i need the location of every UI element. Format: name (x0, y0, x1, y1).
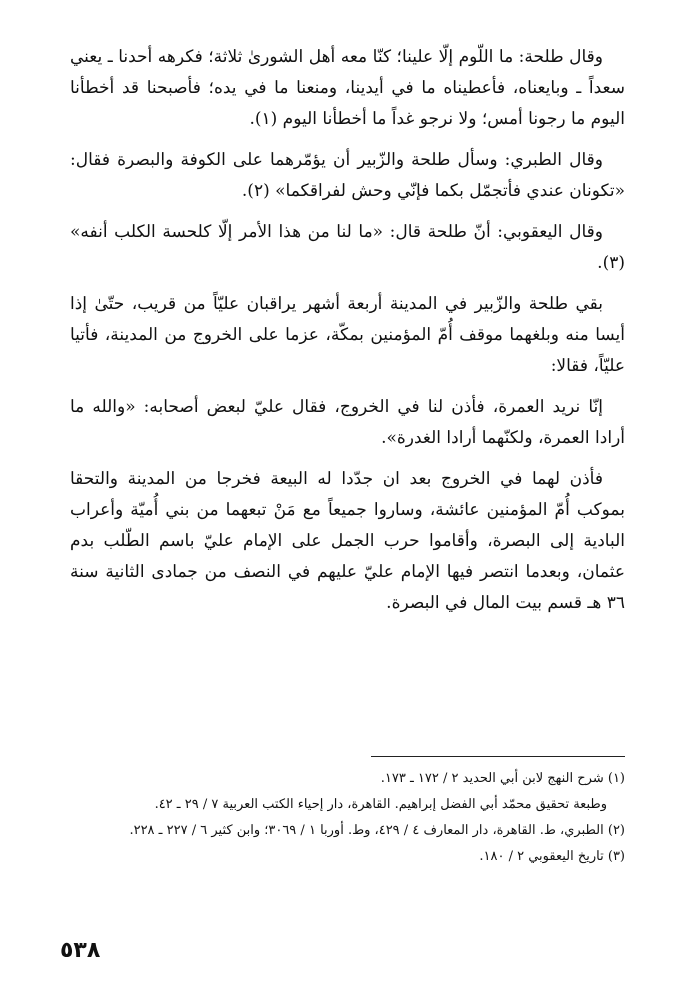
paragraph-talha-quote: وقال طلحة: ما اللّوم إلّا علينا؛ كنّا معه أهل الشورىٰ ثلاثة؛ فكرهه أحدنا ـ يعني سعداً ـ وبايعناه، فأعطيناه ما في أيدينا، ومنعنا ما في يده؛ فأصبحنا قد أخطأنا اليوم ما رجونا أمس؛ ولا نرجو غداً ما أخطأنا اليوم (١). (70, 47, 625, 129)
footnote-3: (٣) تاريخ اليعقوبي ٢ / ١٨٠. (479, 849, 625, 864)
page-number: ٥٣٨ (60, 938, 101, 963)
footnote-separator (371, 756, 625, 757)
footnote-1-continued: وطبعة تحقيق محمّد أبي الفضل إبراهيم. القاهرة، دار إحياء الكتب العربية ٧ / ٢٩ ـ ٤٢. (154, 797, 607, 812)
paragraph-tabari-quote: وقال الطبري: وسأل طلحة والزّبير أن يؤمّرهما على الكوفة والبصرة فقال: «تكونان عندي فأتجمّل بكما فإنّي وحش لفراقكما» (٢). (70, 150, 625, 201)
paragraph-umrah: إنّا نريد العمرة، فأذن لنا في الخروج، فقال عليّ لبعض أصحابه: «والله ما أرادا العمرة، ولكنّهما أرادا الغدرة». (70, 397, 625, 448)
footnote-2: (٢) الطبري، ط. القاهرة، دار المعارف ٤ / ٤٢٩، وط. أوربا ١ / ٣٠٦٩؛ وابن كثير ٦ / ٢٢٧ ـ ٢٢٨. (129, 823, 625, 838)
paragraph-yaqubi-quote: وقال اليعقوبي: أنّ طلحة قال: «ما لنا من هذا الأمر إلّا كلحسة الكلب أنفه» (٣). (70, 222, 625, 273)
footnote-1: (١) شرح النهج لابن أبي الحديد ٢ / ١٧٢ ـ ١٧٣. (380, 771, 625, 786)
main-text (70, 42, 625, 629)
paragraph-four-months: بقي طلحة والزّبير في المدينة أربعة أشهر يراقبان عليّاً من قريب، حتّىٰ إذا أيسا منه وبلغهما موقف أُمّ المؤمنين بمكّة، عزما على الخروج من المدينة، فأتيا عليّاً، فقالا: (70, 294, 625, 376)
paragraph-battle-of-camel: فأذن لهما في الخروج بعد ان جدّدا له البيعة فخرجا من المدينة والتحقا بموكب أُمّ المؤمنين عائشة، وساروا جميعاً مع مَنْ تبعهما من بني أُميّة وأعراب البادية إلى البصرة، وأقاموا حرب الجمل على الإمام عليّ باسم الطّلب بدم عثمان، وبعدما انتصر فيها الإمام عليّ عليهم في النصف من جمادى الثانية سنة ٣٦ هـ قسم بيت المال في البصرة. (70, 469, 625, 613)
footnotes (70, 766, 625, 870)
